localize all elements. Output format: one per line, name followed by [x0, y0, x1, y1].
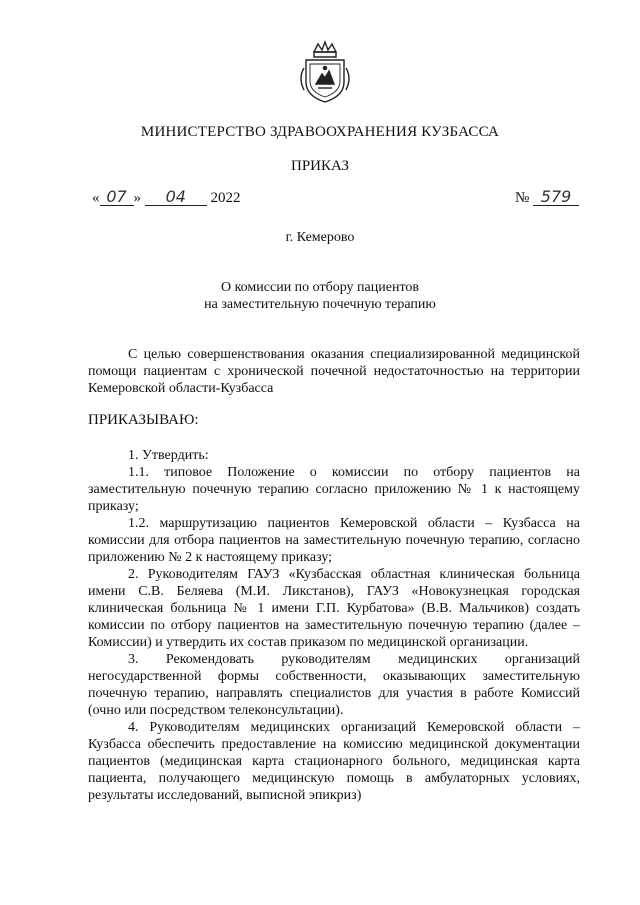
date-close-quote: »: [133, 190, 141, 206]
order-item: 2. Руководителям ГАУЗ «Кузбасская областная клиническая больница имени С.В. Беляева (М.И. Ликстанов), ГАУЗ «Новокузнецкая городская клиническая больница № 1 имени Г.П. Курбатова» (В.В. Мальчиков) создать комиссии по отбору пациентов на заместительную почечную терапию (далее – Комиссии) и утвердить их состав приказом по медицинской организации.: [88, 567, 580, 650]
order-item: 1. Утвердить:: [128, 448, 209, 463]
subject-line-1: О комиссии по отбору пациентов: [220, 280, 419, 295]
order-subject: [0, 279, 640, 313]
order-item: 4. Руководителям медицинских организаций Кемеровской области – Кузбасса обеспечить предоставление на комиссию медицинской документации пациентов (медицинская карта стационарного больного, медицинская карта пациента, получающего медицинскую помощь в амбулаторных условиях, результаты исследований, выписной эпикриз): [88, 720, 580, 803]
order-date: [92, 189, 241, 207]
order-item: 1.2. маршрутизацию пациентов Кемеровской области – Кузбасса на комиссии для отбора пациентов на заместительную почечную терапию, согласно приложению № 2 к настоящему приказу;: [88, 516, 580, 565]
intro-paragraph: С целью совершенствования оказания специализированной медицинской помощи пациентам с хронической почечной недостаточностью на территории Кемеровской области-Кузбасса: [88, 347, 580, 396]
number-value: 579: [533, 189, 579, 206]
order-number: [515, 189, 579, 207]
decree-heading: ПРИКАЗЫВАЮ:: [88, 412, 199, 428]
number-sign: №: [515, 190, 530, 206]
date-day: 07: [100, 189, 134, 206]
order-item: 3. Рекомендовать руководителям медицинских организаций негосударственной формы собственности, оказывающих заместительную почечную терапию, направлять специалистов для участия в работе Комиссий (очно или посредством телеконсультации).: [88, 652, 580, 718]
date-year: 2022: [210, 190, 241, 206]
order-item: 1.1. типовое Положение о комиссии по отбору пациентов на заместительную почечную терапию согласно приложению № 1 к настоящему приказу;: [88, 465, 580, 514]
coat-of-arms-icon: [296, 38, 354, 106]
ministry-title: МИНИСТЕРСТВО ЗДРАВООХРАНЕНИЯ КУЗБАССА: [140, 124, 500, 140]
subject-line-2: на заместительную почечную терапию: [204, 297, 436, 312]
order-items: [88, 447, 580, 804]
document-type: ПРИКАЗ: [291, 158, 349, 174]
date-month: 04: [145, 189, 207, 206]
date-open-quote: «: [92, 190, 100, 206]
city: г. Кемерово: [285, 230, 355, 245]
